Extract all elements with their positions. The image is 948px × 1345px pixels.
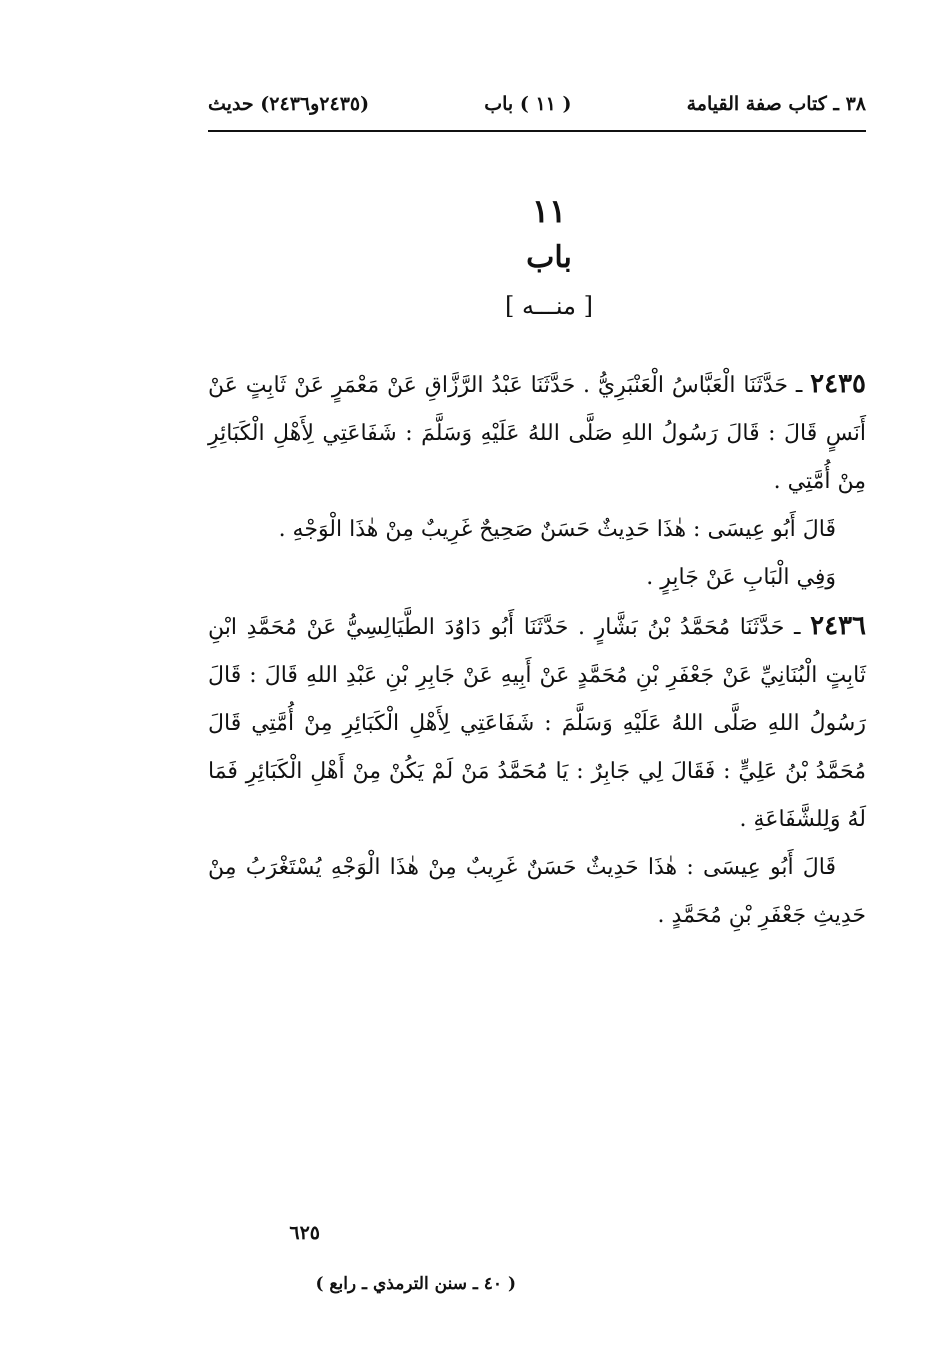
- hadith-text: ـ حَدَّثَنَا مُحَمَّدُ بْنُ بَشَّارٍ . حَدَّثَنَا أَبُو دَاوُدَ الطَّيَالِسِيُّ عَنْ مُحَمَّدِ ابْنِ ثَابِتٍ الْبُنَانِيِّ عَنْ جَعْفَرِ بْنِ مُحَمَّدٍ عَنْ أَبِيهِ عَنْ جَابِرِ بْنِ عَبْدِ اللهِ قَالَ : قَالَ رَسُولُ اللهِ صَلَّى اللهُ عَلَيْهِ وَسَلَّمَ : شَفَاعَتِي لِأَهْلِ الْكَبَائِرِ مِنْ أُمَّتِي قَالَ مُحَمَّدُ بْنُ عَلِيٍّ : فَقَالَ لِي جَابِرٌ : يَا مُحَمَّدُ مَنْ لَمْ يَكُنْ مِنْ أَهْلِ الْكَبَائِرِ فَمَا لَهُ وَلِلشَّفَاعَةِ .: [208, 615, 866, 832]
- chapter-subtitle: [ منـــه ]: [504, 292, 594, 320]
- hadith-2435: [208, 360, 866, 506]
- hadith-comment: قَالَ أَبُو عِيسَى : هٰذَا حَدِيثٌ حَسَنٌ صَحِيحٌ غَرِيبٌ مِنْ هٰذَا الْوَجْهِ .: [278, 517, 836, 542]
- chapter-number: ١١: [531, 192, 567, 230]
- footer-note: ( ٤٠ ـ سنن الترمذي ـ رابع ): [315, 1274, 516, 1294]
- hadith-note: وَفِي الْبَابِ عَنْ جَابِرٍ .: [646, 565, 836, 590]
- header-section: ( ١١ ) باب: [484, 93, 572, 115]
- chapter-title: باب: [526, 240, 572, 275]
- hadith-text: ـ حَدَّثَنَا الْعَبَّاسُ الْعَنْبَرِيُّ . حَدَّثَنَا عَبْدُ الرَّزَّاقِ عَنْ مَعْمَرٍ عَنْ ثَابِتٍ عَنْ أَنَسٍ قَالَ : قَالَ رَسُولُ اللهِ صَلَّى اللهُ عَلَيْهِ وَسَلَّمَ : شَفَاعَتِي لِأَهْلِ الْكَبَائِرِ مِنْ أُمَّتِي .: [208, 373, 866, 494]
- header-divider: [208, 130, 866, 132]
- body-text: [208, 360, 866, 940]
- header-chapter-title: ٣٨ ـ كتاب صفة القيامة: [686, 93, 866, 115]
- page-number: ٦٢٥: [289, 1222, 320, 1244]
- hadith-number: ٢٤٣٦: [810, 611, 866, 641]
- header-hadith-range: (٢٤٣٥و٢٤٣٦) حديث: [208, 93, 370, 115]
- hadith-number: ٢٤٣٥: [810, 369, 866, 399]
- running-header: [208, 86, 866, 122]
- hadith-comment: قَالَ أَبُو عِيسَى : هٰذَا حَدِيثٌ حَسَنٌ غَرِيبٌ مِنْ هٰذَا الْوَجْهِ يُسْتَغْرَبُ مِنْ حَدِيثِ جَعْفَرِ بْنِ مُحَمَّدٍ .: [208, 855, 866, 928]
- hadith-2436: [208, 602, 866, 844]
